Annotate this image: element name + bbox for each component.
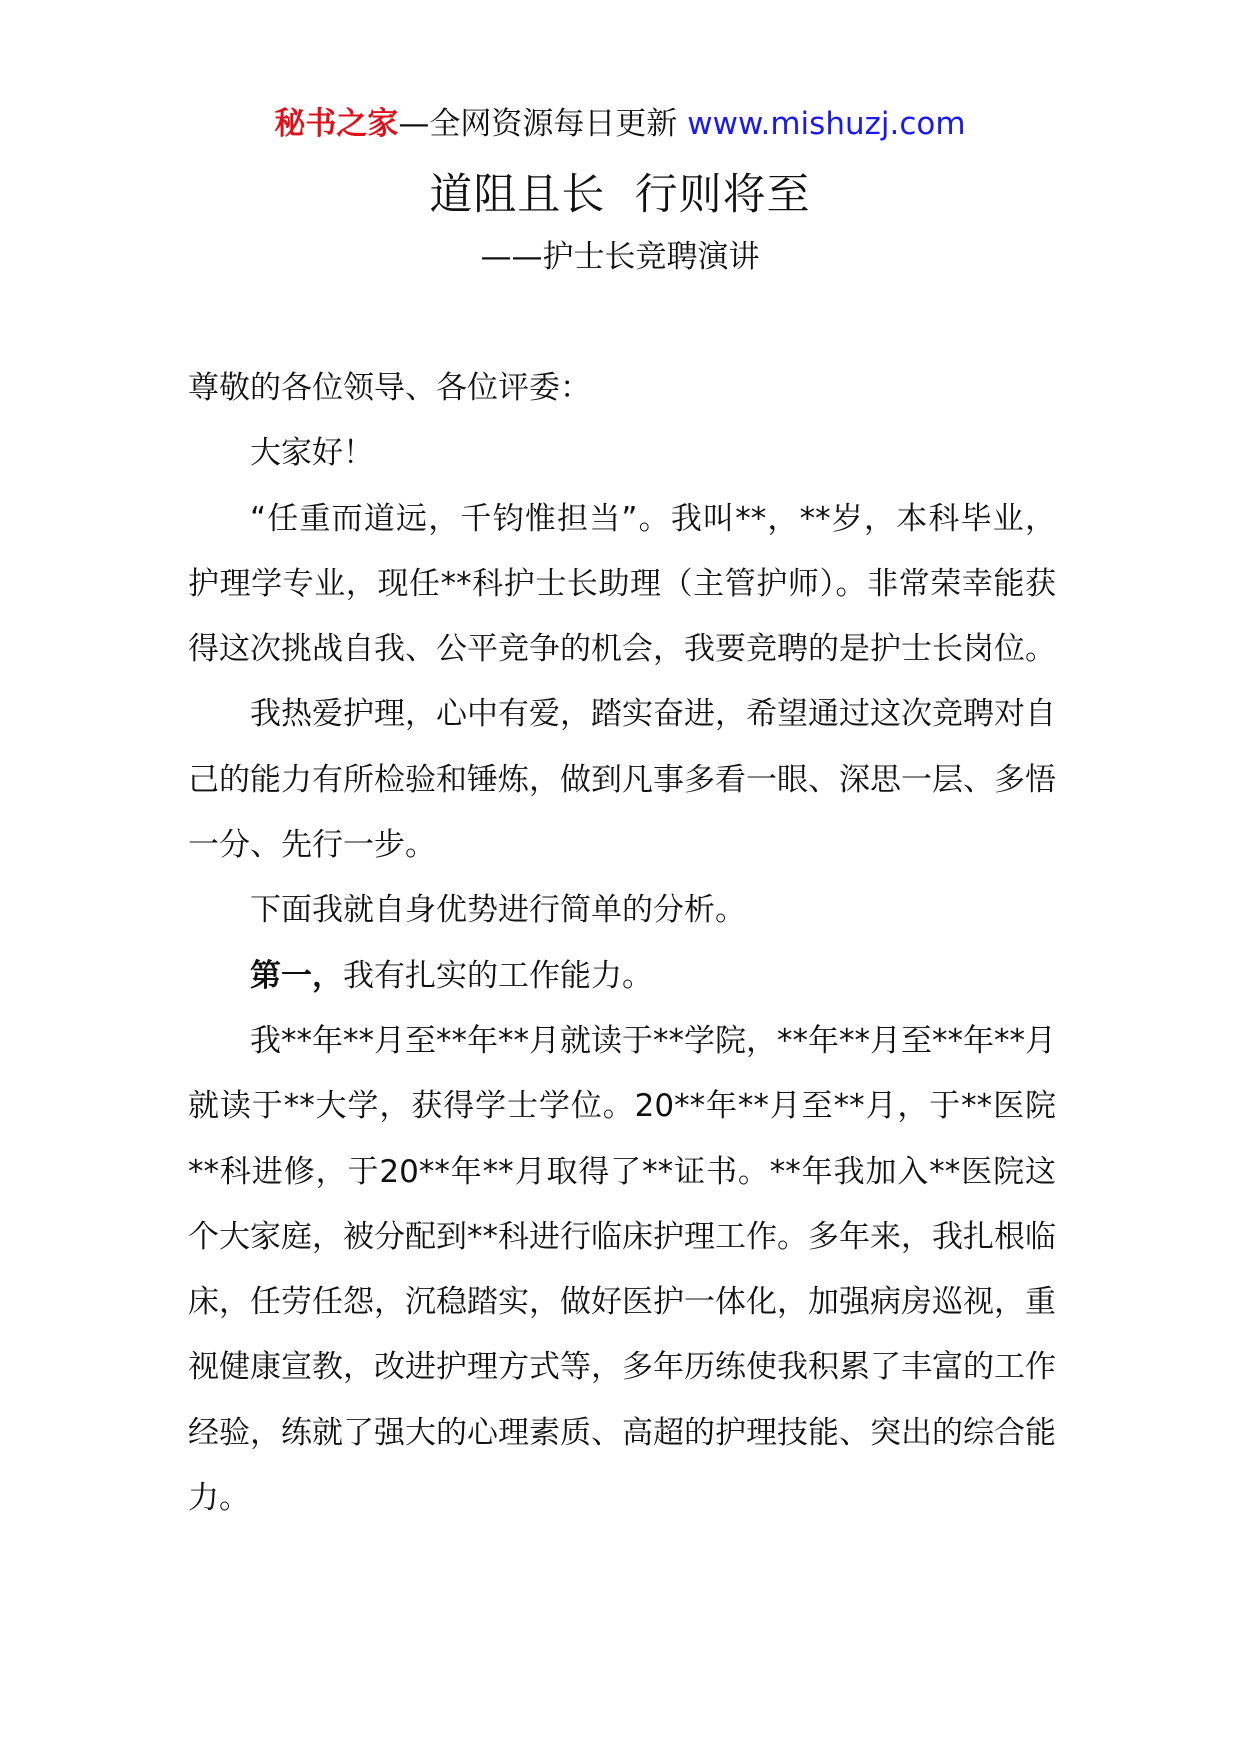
section-heading-lead: 第一， bbox=[250, 957, 343, 994]
document-subtitle: ——护士长竞聘演讲 bbox=[480, 239, 760, 275]
greeting-paragraph: 大家好！ bbox=[250, 435, 374, 472]
intro-paragraph: “任重而道远，千钧惟担当”。我叫**，**岁，本科毕业，护理学专业，现任**科护士长助理（主管护师）。非常荣幸能获得这次挑战自我、公平竞争的机会，我要竞聘的是护士长岗位。 bbox=[188, 500, 1056, 668]
site-header bbox=[0, 98, 1240, 150]
motivation-paragraph: 我热爱护理，心中有爱，踏实奋进，希望通过这次竞聘对自己的能力有所检验和锤炼，做到凡事多看一眼、深思一层、多悟一分、先行一步。 bbox=[188, 696, 1056, 864]
document-title: 道阻且长 行则将至 bbox=[429, 170, 811, 220]
site-url-link[interactable]: www.mishuzj.com bbox=[687, 106, 966, 142]
site-brand: 秘书之家 bbox=[274, 106, 399, 142]
section-heading-text: 我有扎实的工作能力。 bbox=[343, 957, 653, 994]
analysis-intro-paragraph: 下面我就自身优势进行简单的分析。 bbox=[250, 892, 746, 929]
site-slogan: —全网资源每日更新 bbox=[398, 106, 688, 142]
section-body-paragraph: 我**年**月至**年**月就读于**学院，**年**月至**年**月就读于**大学，获得学士学位。20**年**月至**月，于**医院**科进修，于20**年**月取得了**证书。**年我加入**医院这个大家庭，被分配到**科进行临床护理工作。多年来，我扎根临床，任劳任怨，沉稳踏实，做好医护一体化，加强病房巡视，重视健康宣教，改进护理方式等，多年历练使我积累了丰富的工作经验，练就了强大的心理素质、高超的护理技能、突出的综合能力。 bbox=[188, 1022, 1056, 1517]
document-body bbox=[188, 356, 1056, 1531]
section-heading bbox=[188, 944, 1056, 1009]
salutation: 尊敬的各位领导、各位评委： bbox=[188, 370, 591, 406]
